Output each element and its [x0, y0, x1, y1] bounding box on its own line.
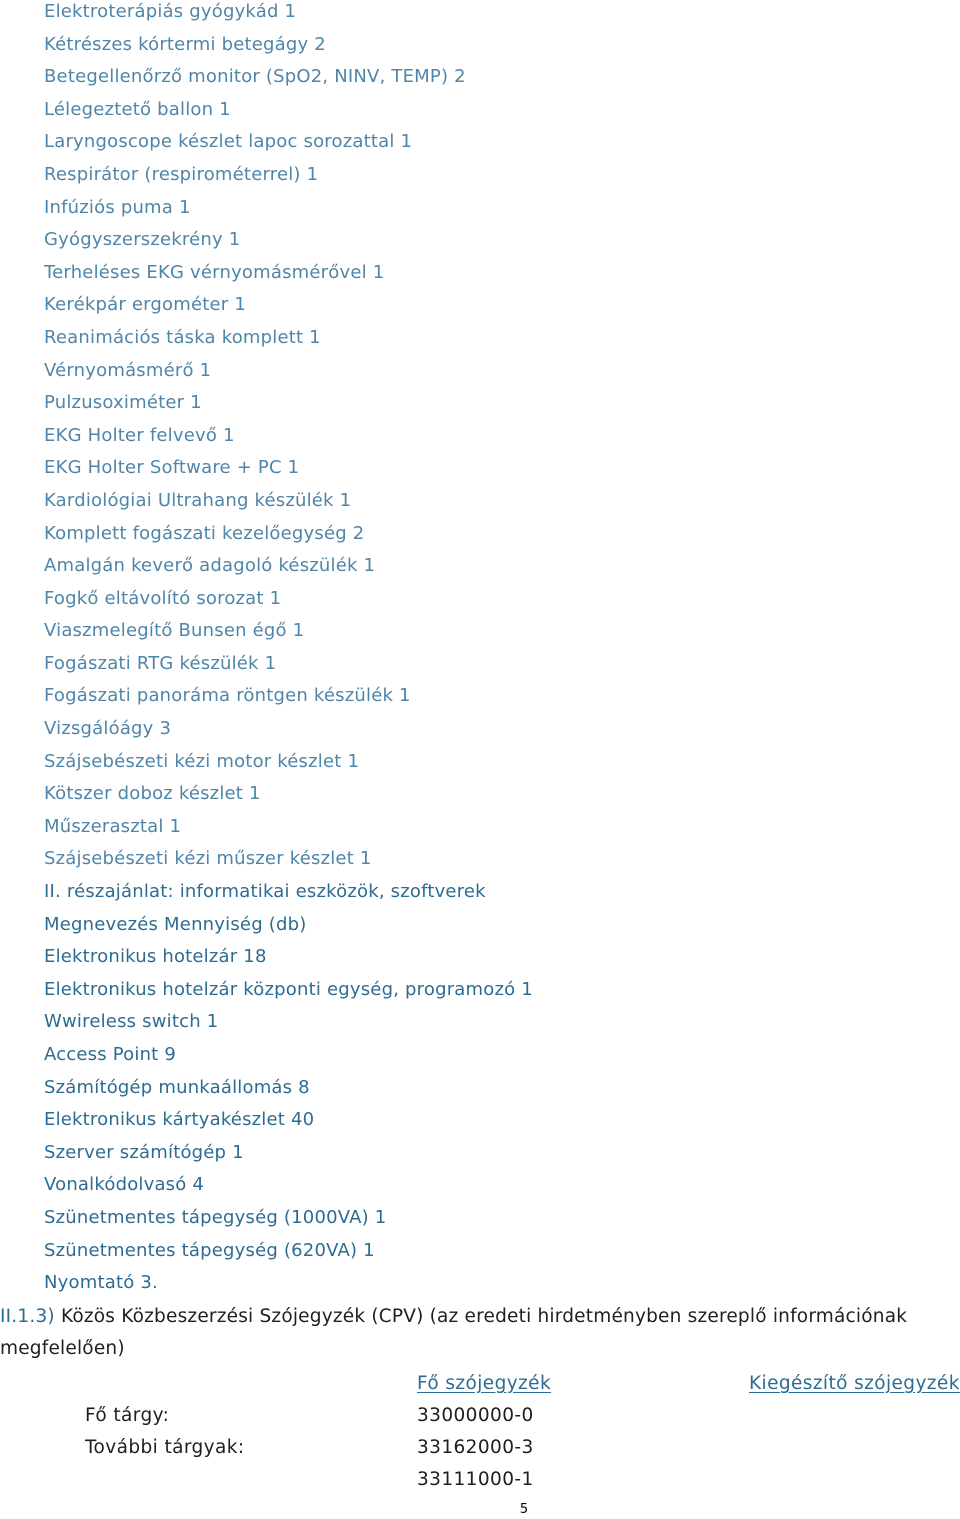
list-item: Gyógyszerszekrény 1	[44, 229, 241, 251]
list-item: Szerver számítógép 1	[44, 1141, 244, 1163]
other-subject-code: 33162000-3	[417, 1437, 534, 1458]
other-subject-code: 33111000-1	[417, 1469, 534, 1490]
list-item: EKG Holter Software + PC 1	[44, 457, 300, 479]
list-item: Kardiológiai Ultrahang készülék 1	[44, 489, 352, 511]
other-subjects-label: További tárgyak:	[85, 1437, 245, 1458]
main-subject-label: Fő tárgy:	[85, 1405, 170, 1426]
list-item: Kétrészes kórtermi betegágy 2	[44, 33, 326, 55]
main-subject-code: 33000000-0	[417, 1405, 534, 1426]
list-item: Vérnyomásmérő 1	[44, 359, 212, 381]
page-number: 5	[519, 1502, 529, 1517]
list-item: Vizsgálóágy 3	[44, 718, 172, 740]
list-item: Elektronikus hotelzár 18	[44, 946, 267, 968]
list-item: Elektronikus hotelzár központi egység, programozó 1	[44, 978, 533, 1000]
list-item: Fogászati panoráma röntgen készülék 1	[44, 685, 411, 707]
list-item: Wwireless switch 1	[44, 1011, 219, 1033]
cpv-heading-number: II.1.3)	[0, 1306, 55, 1327]
list-item: Reanimációs táska komplett 1	[44, 326, 321, 348]
list-item: Laryngoscope készlet lapoc sorozattal 1	[44, 131, 413, 153]
list-item: Szájsebészeti kézi motor készlet 1	[44, 750, 360, 772]
list-item: Nyomtató 3.	[44, 1272, 158, 1294]
list-item: Szünetmentes tápegység (1000VA) 1	[44, 1206, 387, 1228]
list-item: Műszerasztal 1	[44, 815, 182, 837]
list-item: Számítógép munkaállomás 8	[44, 1076, 310, 1098]
supplementary-vocabulary-link[interactable]: Kiegészítő szójegyzék	[749, 1373, 960, 1394]
list-item: Fogkő eltávolító sorozat 1	[44, 587, 282, 609]
item-list	[44, 0, 533, 1304]
list-item: Pulzusoximéter 1	[44, 392, 202, 414]
list-item: Elektroterápiás gyógykád 1	[44, 1, 297, 22]
list-item: Megnevezés Mennyiség (db)	[44, 913, 307, 935]
list-item: Szájsebészeti kézi műszer készlet 1	[44, 848, 372, 870]
main-vocabulary-link[interactable]: Fő szójegyzék	[417, 1373, 552, 1394]
list-item: Access Point 9	[44, 1044, 177, 1065]
list-item: Kötszer doboz készlet 1	[44, 783, 261, 805]
list-item: Respirátor (respirométerrel) 1	[44, 163, 319, 185]
list-item: II. részajánlat: informatikai eszközök, szoftverek	[44, 881, 486, 903]
list-item: Terheléses EKG vérnyomásmérővel 1	[44, 261, 385, 283]
list-item: Infúziós puma 1	[44, 196, 191, 218]
list-item: EKG Holter felvevő 1	[44, 424, 235, 446]
list-item: Kerékpár ergométer 1	[44, 294, 246, 316]
list-item: Vonalkódolvasó 4	[44, 1174, 205, 1196]
cpv-heading	[0, 1301, 940, 1365]
list-item: Komplett fogászati kezelőegység 2	[44, 522, 365, 544]
list-item: Amalgán keverő adagoló készülék 1	[44, 555, 376, 577]
list-item: Elektronikus kártyakészlet 40	[44, 1109, 315, 1131]
list-item: Viaszmelegítő Bunsen égő 1	[44, 620, 305, 642]
list-item: Lélegeztető ballon 1	[44, 98, 231, 120]
list-item: Fogászati RTG készülék 1	[44, 652, 277, 674]
cpv-heading-text: Közös Közbeszerzési Szójegyzék (CPV) (az eredeti hirdetményben szereplő információnak megfelelően)	[0, 1306, 908, 1359]
list-item: Betegellenőrző monitor (SpO2, NINV, TEMP) 2	[44, 66, 466, 88]
list-item: Szünetmentes tápegység (620VA) 1	[44, 1239, 375, 1261]
